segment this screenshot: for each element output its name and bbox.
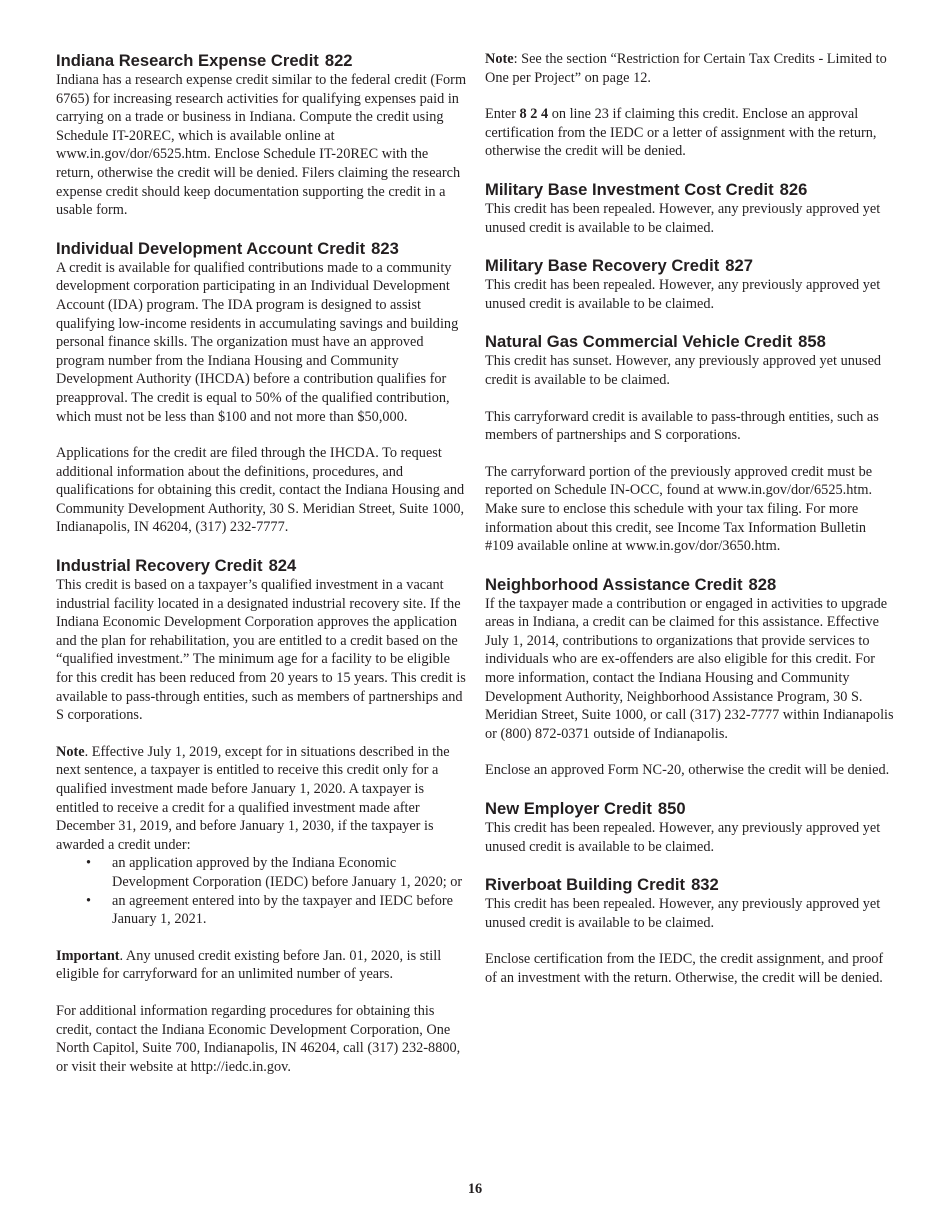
list-item [86, 854, 468, 891]
section-title: Industrial Recovery Credit [56, 556, 263, 576]
section-code: 832 [691, 875, 719, 895]
section-heading [485, 331, 897, 352]
page-number: 16 [467, 1181, 483, 1197]
paragraph: This credit has sunset. However, any previously approved yet unused credit is available to be claimed. [485, 353, 882, 388]
section-title: Natural Gas Commercial Vehicle Credit [485, 332, 793, 352]
paragraph: For additional information regarding procedures for obtaining this credit, contact the Indiana Economic Development Corporation, One North Capitol, Suite 700, Indianapolis, IN 46204, call (317) 232-8800, or visit their website at http://iedc.in.gov. [56, 1002, 461, 1075]
section-heading [485, 255, 897, 276]
section-824 [56, 555, 468, 1076]
list-item-text: an application approved by the Indiana Economic Development Corporation (IEDC) before January 1, 2020; or [112, 855, 463, 890]
bullet-icon: • [86, 855, 92, 872]
paragraph: This credit is based on a taxpayer’s qualified investment in a vacant industrial facility located in a designated industrial recovery site. If the Indiana Economic Development Corporation approves the application and the plan for rehabilitation, you are entitled to a credit based on the “qualified investment.” The minimum age for a facility to be eligible for this credit has been reduced from 20 years to 15 years. This credit is available to pass-through entities, such as members of partnerships and S corporations. [56, 577, 466, 724]
list-item-text: an agreement entered into by the taxpayer and IEDC before January 1, 2021. [112, 892, 453, 928]
enter-prefix: Enter [485, 106, 520, 123]
section-heading [56, 238, 468, 259]
section-title: Neighborhood Assistance Credit [485, 574, 743, 594]
section-heading [485, 179, 897, 200]
section-code: 826 [779, 179, 808, 199]
enter-code: 8 2 4 [519, 106, 549, 123]
section-code: 828 [748, 574, 777, 594]
paragraph: The carryforward portion of the previously approved credit must be reported on Schedule IN-OCC, found at www.in.gov/dor/6525.htm. Make sure to enclose this schedule with your tax filing. For more information about this credit, see Income Tax Information Bulletin #109 available online at www.in.gov/dor/3650.htm. [485, 463, 873, 555]
note-label: Note [56, 743, 85, 760]
section-code: 823 [371, 238, 399, 258]
paragraph: Indiana has a research expense credit similar to the federal credit (Form 6765) for increasing research activities for qualifying expenses paid in carrying on a trade or business in Indiana. Compute the credit using Schedule IT-20REC, which is available online at www.in.gov/dor/6525.htm. Enclose Schedule IT-20REC with the return, otherwise the credit will be denied. Filers claiming the research expense credit should keep documentation supporting the credit in a usable form. [56, 72, 467, 219]
left-column [56, 50, 468, 1094]
section-828 [485, 574, 897, 780]
section-code: 822 [324, 51, 353, 70]
section-code: 824 [268, 556, 297, 576]
paragraph: This carryforward credit is available to pass-through entities, such as members of partnerships and S corporations. [485, 408, 879, 444]
section-code: 858 [798, 332, 826, 352]
section-title: Riverboat Building Credit [485, 875, 686, 895]
important-label: Important [56, 947, 120, 964]
important-text: . Any unused credit existing before Jan. 01, 2020, is still eligible for carryforward for an unlimited number of years. [56, 947, 442, 983]
paragraph: This credit has been repealed. However, any previously approved yet unused credit is available to be claimed. [485, 820, 881, 855]
note-paragraph [485, 50, 897, 87]
section-title: Military Base Investment Cost Credit [485, 179, 774, 199]
paragraph: If the taxpayer made a contribution or engaged in activities to upgrade areas in Indiana, a credit can be claimed for this assistance. Effective July 1, 2014, contributions to organizations that provide services to individuals who are ex-offenders are also eligible for this credit. For more information, contact the Indiana Housing and Community Development Authority, Neighborhood Assistance Program, 30 S. Meridian Street, Suite 1000, or call (317) 232-7777 within Indianapolis or (800) 872-0371 outside of Indianapolis. [485, 595, 894, 742]
section-title: Indiana Research Expense Credit [56, 51, 319, 70]
section-822 [56, 50, 468, 220]
paragraph: A credit is available for qualified contributions made to a community development corporation participating in an Individual Development Account (IDA) program. The IDA program is designed to assist qualifying low-income residents in accumulating savings and building personal finance skills. The organization must have an approved program number from the Indiana Housing and Community Development Authority (IHCDA) before a contribution qualifies for preapproval. The credit is equal to 50% of the qualified contribution, which must not be less than $100 and not more than $50,000. [56, 259, 459, 425]
section-title: New Employer Credit [485, 799, 652, 819]
section-heading [485, 574, 897, 595]
section-code: 850 [657, 799, 686, 819]
section-858 [485, 331, 897, 555]
enter-suffix: on line 23 if claiming this credit. Enclose an approval certification from the IEDC or a letter of assignment with the return, otherwise the credit will be denied. [485, 106, 877, 160]
section-850 [485, 798, 897, 856]
section-title: Military Base Recovery Credit [485, 256, 720, 276]
paragraph: Enclose an approved Form NC-20, otherwise the credit will be denied. [485, 762, 890, 779]
section-heading [56, 50, 468, 71]
section-heading [56, 555, 468, 576]
right-column [485, 50, 897, 1006]
important-paragraph [56, 947, 468, 984]
section-title: Individual Development Account Credit [56, 238, 366, 258]
paragraph: Applications for the credit are filed through the IHCDA. To request additional information about the definitions, procedures, and qualifications for obtaining this credit, contact the Indiana Housing and Community Development Authority, 30 S. Meridian Street, Suite 1000, Indianapolis, IN 46204, (317) 232-7777. [56, 445, 465, 536]
section-827 [485, 255, 897, 313]
section-823 [56, 238, 468, 537]
note-text: . Effective July 1, 2019, except for in situations described in the next sentence, a taxpayer is entitled to receive this credit only for a qualified investment made before January 1, 2020. A taxpayer is entitled to receive a credit for a qualified investment made after December 31, 2019, and before January 1, 2030, if the taxpayer is awarded a credit under: [56, 743, 450, 853]
paragraph: Enclose certification from the IEDC, the credit assignment, and proof of an investment with the return. Otherwise, the credit will be denied. [485, 951, 884, 986]
paragraph: This credit has been repealed. However, any previously approved yet unused credit is available to be claimed. [485, 896, 881, 931]
section-826 [485, 179, 897, 237]
paragraph: This credit has been repealed. However, any previously approved yet unused credit is available to be claimed. [485, 277, 881, 312]
section-824-continued [485, 50, 897, 161]
section-heading [485, 798, 897, 819]
note-text: : See the section “Restriction for Certain Tax Credits - Limited to One per Project” on page 12. [485, 51, 887, 86]
bullet-list [56, 854, 468, 928]
note-paragraph [56, 743, 468, 855]
section-832 [485, 874, 897, 987]
enter-paragraph [485, 105, 897, 161]
section-code: 827 [725, 256, 753, 276]
section-heading [485, 874, 897, 895]
list-item [86, 892, 468, 929]
bullet-icon: • [86, 892, 92, 909]
paragraph: This credit has been repealed. However, any previously approved yet unused credit is available to be claimed. [485, 200, 881, 236]
note-label: Note [485, 51, 514, 67]
